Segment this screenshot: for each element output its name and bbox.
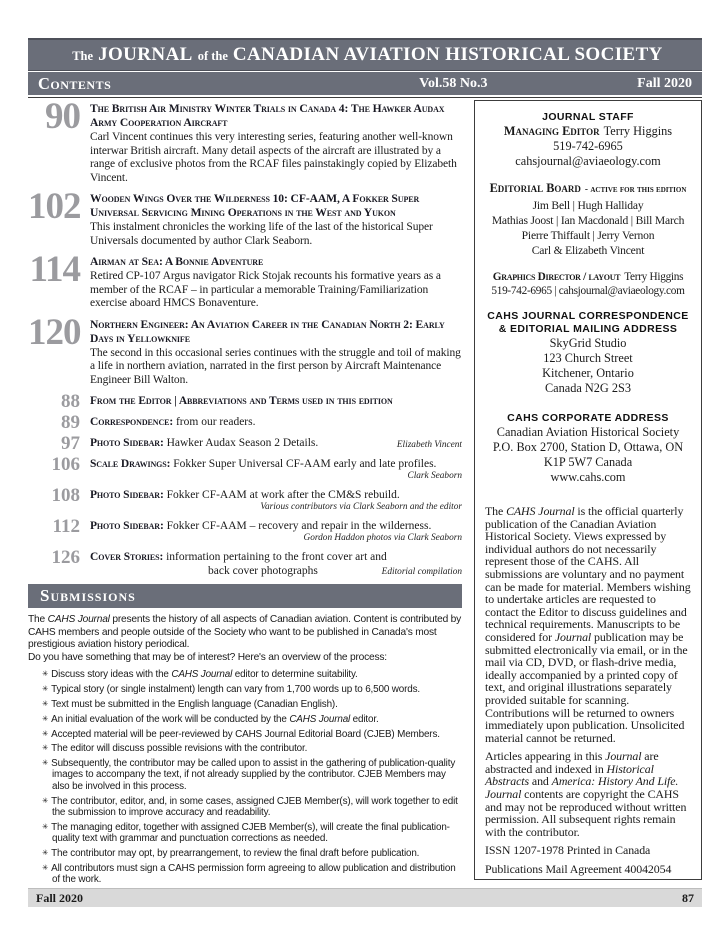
toc-entry-label: From the Editor | Abbreviations and Terms used in this edition — [90, 395, 393, 407]
toc-entry-title: The British Air Ministry Winter Trials in Canada 4: The Hawker Audax Army Cooperation Aircraft — [90, 102, 445, 129]
bullet-item — [28, 863, 462, 884]
issn-line: ISSN 1207-1978 Printed in Canada — [485, 843, 651, 858]
corporate-address-line: Canadian Aviation Historical Society — [496, 425, 680, 439]
copyright-paragraph: Articles appearing in this Journal are abstracted and indexed in Historical Abstracts and America: History And Life. Journal contents are copyright the CAHS and may not be reproduced without written permission. All subsequent rights remain with the contributor. — [485, 749, 687, 839]
bullet-text: An initial evaluation of the work will be conducted by the CAHS Journal editor. — [51, 713, 379, 725]
spacer — [485, 258, 691, 270]
toc-entry-description: Carl Vincent continues this very interesting series, featuring another well-known interwar British aircraft. Many detail aspects of the aircraft are illustrated by a range of exclusive photos from the RCAF files painstakingly copied by Elizabeth Vincent. — [90, 131, 457, 184]
footer-season: Fall 2020 — [36, 890, 83, 905]
toc-entry-credit: Gordon Haddon photos via Clark Seaborn — [303, 533, 462, 543]
toc-entry-text: information pertaining to the front cover art and — [166, 551, 387, 563]
submissions-intro: The CAHS Journal presents the history of all aspects of Canadian aviation. Content is contributed by CAHS members and people outside of the Society who want to be published in Canada's most prestigious aviation history periodical. — [28, 614, 462, 651]
spacer — [485, 169, 691, 181]
bullet-icon: ✳ — [42, 758, 49, 768]
staff-phone: 519-742-6965 — [553, 139, 623, 153]
toc-entry-credit: Various contributors via Clark Seaborn and the editor — [260, 502, 462, 512]
journal-title-bar — [28, 38, 702, 71]
bullet-item — [28, 758, 462, 792]
editorial-board-label: Editorial Board — [489, 181, 581, 195]
mail-agreement-line: Publications Mail Agreement 40042054 — [485, 862, 672, 877]
submissions-intro-line2: Do you have something that may be of interest? Here's an overview of the process: — [28, 651, 387, 663]
toc-entry-label: Correspondence: — [90, 416, 174, 428]
bullet-item — [28, 669, 462, 680]
editorial-board-sublabel: - active for this edition — [584, 185, 687, 195]
toc-page-number: 97 — [61, 433, 80, 454]
toc-short-row — [28, 412, 462, 433]
contents-bar — [28, 72, 702, 95]
toc-page-number: 112 — [52, 516, 80, 537]
footer-bar — [28, 888, 702, 907]
toc-page-number: 88 — [61, 391, 80, 412]
bullet-item — [28, 714, 462, 725]
managing-editor-line — [485, 124, 691, 139]
toc-page-number: 108 — [51, 485, 80, 506]
toc-page-number: 89 — [61, 412, 80, 433]
masthead-sidebar — [474, 100, 702, 880]
journal-title-ofthe: of the — [197, 48, 228, 63]
correspondence-address-line: SkyGrid Studio — [549, 336, 627, 350]
corporate-address-line: K1P 5W7 Canada — [543, 455, 633, 469]
toc-feature-row — [28, 311, 462, 388]
board-members-line: Mathias Joost | Ian Macdonald | Bill March — [491, 214, 685, 227]
about-journal-paragraph: The CAHS Journal is the official quarterly publication of the Canadian Aviation Historical Society. Views expressed by individual authors do not necessarily represent those of the CAHS. All submissions are voluntary and no payment can be made for material. Members wishing to undertake articles are requested to contact the Editor to discuss guidelines and technical requirements. Manuscripts to be considered for Journal publication may be submitted electronically via email, or in the mail via CD, DVD, or flash-drive media, ideally accompanied by a printed copy of text, and original illustrations separately provided suitable for scanning. Contributions will be returned to owners immediately upon publication. Unsolicited material cannot be returned. — [485, 504, 691, 745]
submissions-heading: Submissions — [40, 586, 136, 605]
season-label: Fall 2020 — [637, 75, 692, 91]
toc-feature-row — [28, 249, 462, 311]
bullet-text: The managing editor, together with assigned CJEB Member(s), will create the final publication-quality text with grammar and punctuation corrections as needed. — [51, 821, 450, 844]
toc-entry-text: Fokker CF-AAM at work after the CM&S rebuild. — [166, 489, 400, 501]
managing-editor-name: Terry Higgins — [603, 124, 673, 138]
toc-short-row — [28, 433, 462, 454]
toc-entry-label: Photo Sidebar: — [90, 520, 164, 532]
staff-email: cahsjournal@aviaeology.com — [515, 154, 661, 168]
toc-entry-description: Retired CP-107 Argus navigator Rick Stojak recounts his formative years as a member of the RCAF – in particular a memorable Training/Familiarization exercise aboard HMCS Bonaventure. — [90, 270, 441, 309]
toc-entry-label: Cover Stories: — [90, 551, 164, 563]
bullet-item — [28, 729, 462, 740]
toc-entry-title: Airman at Sea: A Bonnie Adventure — [90, 255, 264, 268]
bullet-item — [28, 796, 462, 819]
journal-staff-heading: JOURNAL STAFF — [542, 111, 634, 123]
board-members-line: Jim Bell | Hugh Halliday — [532, 199, 644, 212]
toc-entry-label: Photo Sidebar: — [90, 489, 164, 501]
toc-short-row — [28, 516, 462, 544]
bullet-icon: ✳ — [42, 669, 49, 679]
bullet-text: Text must be submitted in the English language (Canadian English). — [51, 698, 338, 710]
corporate-address-heading: CAHS CORPORATE ADDRESS — [507, 412, 669, 424]
journal-title-the: The — [72, 48, 94, 63]
correspondence-address-line: Canada N2G 2S3 — [544, 381, 632, 395]
toc-entry-description: This instalment chronicles the working life of the last of the historical Super Universals documented by author Clark Seaborn. — [90, 221, 433, 247]
bullet-item — [28, 699, 462, 710]
bullet-item — [28, 743, 462, 754]
toc-page-number: 120 — [28, 311, 81, 353]
header-rule — [28, 97, 702, 98]
journal-title-journal: JOURNAL — [98, 44, 193, 65]
contents-label: Contents — [38, 73, 112, 93]
toc-entry-text-line2: back cover photographs — [208, 565, 318, 577]
correspondence-address-line: Kitchener, Ontario — [542, 366, 634, 380]
toc-short-row — [28, 547, 462, 578]
toc-entry-title: Wooden Wings Over the Wilderness 10: CF-AAM, A Fokker Super Universal Servicing Mining Operations in the West and Yukon — [90, 192, 420, 219]
toc-short-row — [28, 485, 462, 513]
submissions-bullet-list — [28, 669, 462, 884]
toc-short-row — [28, 391, 462, 412]
bullet-text: Accepted material will be peer-reviewed by CAHS Journal Editorial Board (CJEB) Members. — [51, 728, 440, 740]
bullet-icon: ✳ — [42, 698, 49, 708]
toc-page-number: 126 — [51, 547, 80, 568]
bullet-icon: ✳ — [42, 821, 49, 831]
table-of-contents — [28, 102, 462, 582]
toc-page-number: 114 — [29, 249, 80, 290]
bullet-item — [28, 848, 462, 859]
bullet-item — [28, 822, 462, 845]
graphics-director-label: Graphics Director / layout — [492, 271, 621, 283]
toc-short-row — [28, 454, 462, 482]
toc-entry-text: Fokker CF-AAM – recovery and repair in the wilderness. — [166, 520, 432, 532]
bullet-text: Discuss story ideas with the CAHS Journal editor to determine suitability. — [51, 669, 358, 681]
toc-page-number: 102 — [28, 186, 81, 227]
toc-page-number: 106 — [51, 454, 80, 475]
bullet-item — [28, 684, 462, 695]
toc-feature-row — [28, 102, 462, 185]
bullet-text: Subsequently, the contributor may be called upon to assist in the gathering of publication-quality images to accompany the text, if not already supplied by the contributor. CJEB Members may also be involved in this process. — [51, 758, 456, 792]
submissions-section — [28, 584, 462, 884]
toc-entry-credit: Clark Seaborn — [407, 471, 462, 481]
bullet-icon: ✳ — [42, 713, 49, 723]
bullet-text: Typical story (or single instalment) length can vary from 1,700 words up to 6,500 words. — [51, 684, 420, 696]
bullet-icon: ✳ — [42, 684, 49, 694]
spacer — [485, 396, 691, 412]
toc-entry-credit: Editorial compilation — [381, 567, 462, 577]
managing-editor-label: Managing Editor — [503, 124, 600, 138]
board-members-line: Carl & Elizabeth Vincent — [531, 244, 645, 257]
bullet-icon: ✳ — [42, 795, 49, 805]
corporate-address-line: P.O. Box 2700, Station D, Ottawa, ON — [492, 440, 684, 454]
toc-entry-credit: Elizabeth Vincent — [396, 440, 462, 450]
bullet-icon: ✳ — [42, 728, 49, 738]
footer-page-number: 87 — [682, 890, 694, 905]
toc-entry-text: Hawker Audax Season 2 Details. — [166, 437, 319, 449]
corporate-website: www.cahs.com — [550, 470, 626, 484]
bullet-icon: ✳ — [42, 862, 49, 872]
spacer — [485, 485, 691, 499]
toc-page-number: 90 — [45, 102, 80, 137]
correspondence-heading-line1: CAHS JOURNAL CORRESPONDENCE — [487, 310, 689, 322]
bullet-text: The contributor may opt, by prearrangement, to review the final draft before publication. — [51, 847, 420, 859]
journal-title-society: CANADIAN AVIATION HISTORICAL SOCIETY — [232, 44, 663, 65]
toc-entry-label: Scale Drawings: — [90, 458, 171, 470]
submissions-header-bar — [28, 584, 462, 608]
toc-entry-label: Photo Sidebar: — [90, 437, 164, 449]
graphics-director-name: Terry Higgins — [624, 271, 684, 283]
toc-entry-text: from our readers. — [175, 416, 256, 428]
spacer — [485, 298, 691, 310]
toc-entry-text: Fokker Super Universal CF-AAM early and late profiles. — [173, 458, 437, 470]
board-members-line: Pierre Thiffault | Jerry Vernon — [521, 229, 655, 242]
bullet-text: The editor will discuss possible revisions with the contributor. — [51, 743, 308, 755]
bullet-icon: ✳ — [42, 743, 49, 753]
correspondence-address-line: 123 Church Street — [543, 351, 633, 365]
bullet-text: All contributors must sign a CAHS permission form agreeing to allow publication and distribution of the work. — [51, 862, 456, 884]
graphics-contact-line: 519-742-6965 | cahsjournal@aviaeology.com — [491, 285, 685, 297]
toc-feature-row — [28, 186, 462, 248]
editorial-board-heading — [485, 181, 691, 198]
bullet-icon: ✳ — [42, 847, 49, 857]
toc-entry-description: The second in this occasional series continues with the struggle and toil of making a life in northern aviation, narrated in the first person by Aircraft Maintenance Engineer Bill Walton. — [90, 346, 461, 386]
volume-label: Vol.58 No.3 — [419, 75, 488, 91]
bullet-text: The contributor, editor, and, in some cases, assigned CJEB Member(s), will work together to edit the submission to improve accuracy and readability. — [51, 795, 458, 818]
toc-entry-title: Northern Engineer: An Aviation Career in the Canadian North 2: Early Days in Yellowknife — [90, 317, 445, 345]
correspondence-heading-line2: & EDITORIAL MAILING ADDRESS — [498, 323, 678, 335]
graphics-director-line — [485, 270, 691, 284]
